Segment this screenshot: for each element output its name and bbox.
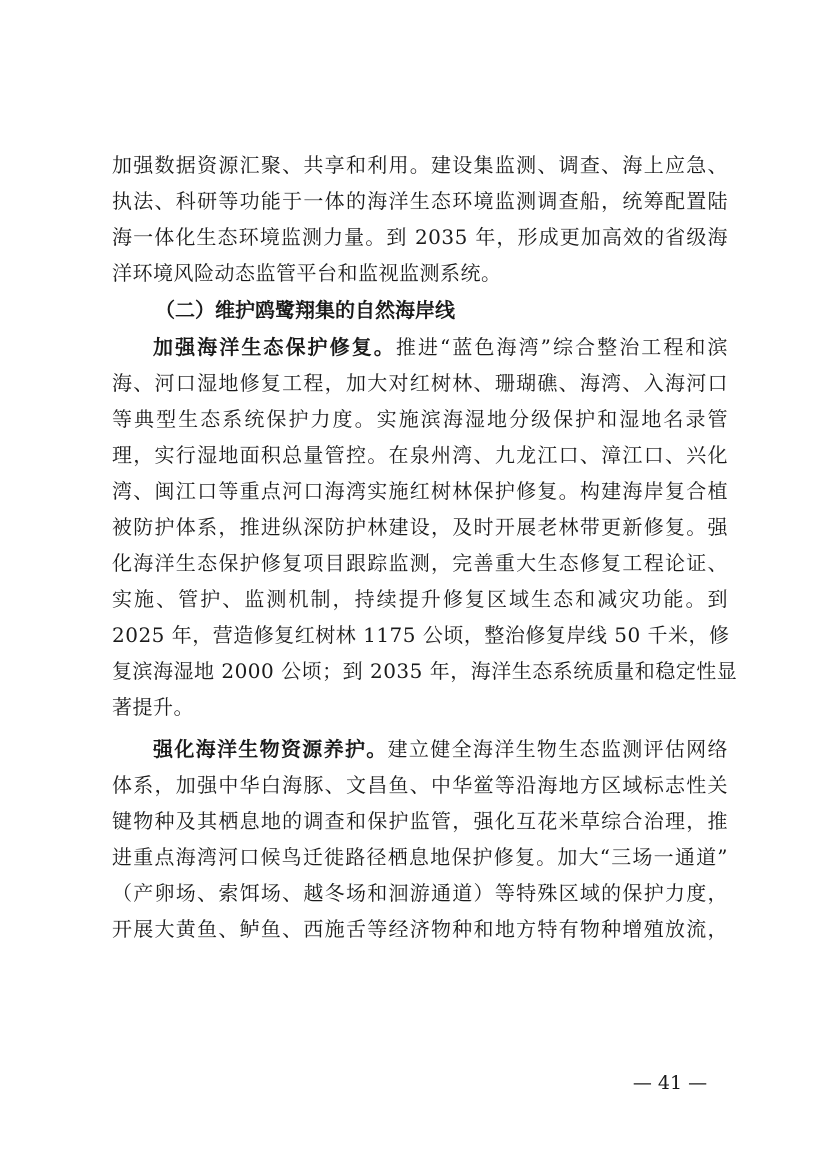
paragraph-line: 海一体化生态环境监测力量。到 2035 年，形成更加高效的省级海	[112, 225, 728, 249]
paragraph-line: 执法、科研等功能于一体的海洋生态环境监测调查船，统筹配置陆	[112, 189, 728, 213]
section-heading: （二）维护鸥鹭翔集的自然海岸线	[155, 298, 455, 322]
paragraph-line: （产卵场、索饵场、越冬场和洄游通道）等特殊区域的保护力度，	[112, 881, 728, 905]
paragraph-line: 实施、管护、监测机制，持续提升修复区域生态和减灾功能。到	[112, 587, 728, 611]
paragraph-line: 被防护体系，推进纵深防护林建设，及时开展老林带更新修复。强	[112, 515, 728, 539]
paragraph-line: 化海洋生态保护修复项目跟踪监测，完善重大生态修复工程论证、	[112, 551, 728, 575]
paragraph-line: 加强数据资源汇聚、共享和利用。建设集监测、调查、海上应急、	[112, 153, 728, 177]
document-body	[112, 147, 738, 947]
paragraph-line: 著提升。	[112, 695, 194, 719]
paragraph-line: 等典型生态系统保护力度。实施滨海湿地分级保护和湿地名录管	[112, 407, 728, 431]
paragraph-line: 理，实行湿地面积总量管控。在泉州湾、九龙江口、漳江口、兴化	[112, 443, 728, 467]
paragraph-first-line	[112, 731, 728, 767]
paragraph-line: 键物种及其栖息地的调查和保护监管，强化互花米草综合治理，推	[112, 809, 728, 833]
paragraph-line: 海、河口湿地修复工程，加大对红树林、珊瑚礁、海湾、入海河口	[112, 371, 728, 395]
paragraph-line: 2025 年，营造修复红树林 1175 公顷，整治修复岸线 50 千米，修	[112, 623, 730, 647]
paragraph-line: 进重点海湾河口候鸟迁徙路径栖息地保护修复。加大“三场一通道”	[112, 845, 728, 869]
paragraph-text: 推进“蓝色海湾”综合整治工程和滨	[395, 335, 729, 359]
paragraph-line: 湾、闽江口等重点河口海湾实施红树林保护修复。构建海岸复合植	[112, 479, 728, 503]
paragraph-text: 建立健全海洋生物生态监测评估网络	[387, 737, 729, 761]
paragraph-lead: 加强海洋生态保护修复。	[153, 335, 396, 359]
paragraph-line: 体系，加强中华白海豚、文昌鱼、中华鲎等沿海地方区域标志性关	[112, 773, 728, 797]
paragraph-first-line	[112, 329, 728, 365]
paragraph-lead: 强化海洋生物资源养护。	[153, 737, 388, 761]
page-number: — 41 —	[632, 1072, 708, 1094]
paragraph-line: 洋环境风险动态监管平台和监视监测系统。	[112, 261, 502, 285]
paragraph-line: 开展大黄鱼、鲈鱼、西施舌等经济物种和地方特有物种增殖放流，	[112, 917, 728, 941]
paragraph-line: 复滨海湿地 2000 公顷；到 2035 年，海洋生态系统质量和稳定性显	[112, 659, 738, 683]
